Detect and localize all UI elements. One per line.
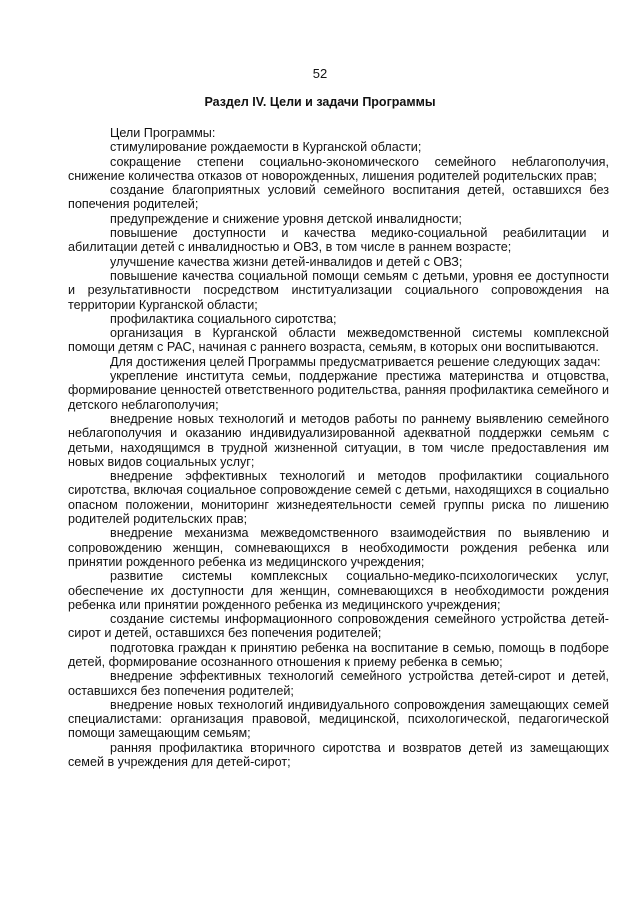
paragraph-task: внедрение новых технологий и методов работы по раннему выявлению семейного неблагополучия и оказанию индивидуализированной адекватной поддержки семьям с детьми, находящимся в трудной жизненной ситуации, в том числе предоставления им новых видов социальных услуг; [68, 411, 609, 469]
paragraph-goal: создание благоприятных условий семейного воспитания детей, оставшихся без попечения родителей; [68, 183, 609, 212]
paragraph-goal: повышение доступности и качества медико-социальной реабилитации и абилитации детей с инвалидностью и ОВЗ, в том числе в раннем возрасте; [68, 226, 609, 255]
paragraph-goal: предупреждение и снижение уровня детской инвалидности; [110, 211, 462, 226]
paragraph-goal: стимулирование рождаемости в Курганской области; [110, 140, 422, 155]
paragraph-task: подготовка граждан к принятию ребенка на воспитание в семью, помощь в подборе детей, формирование осознанного отношения к приему ребенка в семью; [68, 640, 609, 669]
body-text [68, 126, 609, 769]
paragraph-goal: организация в Курганской области межведомственной системы комплексной помощи детям с РАС, начиная с раннего возраста, семьям, в которых они воспитываются. [68, 326, 609, 355]
paragraph-task: укрепление института семьи, поддержание престижа материнства и отцовства, формирование ценностей ответственного родительства, ранняя профилактика семейного и детского неблагополучия; [68, 369, 609, 412]
paragraph-task: внедрение эффективных технологий семейного устройства детей-сирот и детей, оставшихся без попечения родителей; [68, 669, 609, 698]
page-number: 52 [312, 66, 328, 81]
paragraph-task: ранняя профилактика вторичного сиротства и возвратов детей из замещающих семей в учреждения для детей-сирот; [68, 740, 609, 770]
paragraph-tasks-intro: Для достижения целей Программы предусматривается решение следующих задач: [110, 354, 601, 369]
paragraph-goal: профилактика социального сиротства; [110, 311, 337, 326]
paragraph-goals-heading: Цели Программы: [110, 126, 216, 140]
paragraph-goal: повышение качества социальной помощи семьям с детьми, уровня ее доступности и результативности посредством институализации социального сопровождения на территории Курганской области; [68, 268, 609, 312]
paragraph-task: внедрение новых технологий индивидуального сопровождения замещающих семей специалистами: организация правовой, медицинской, психологической, педагогической помощи замещающим семьям; [68, 697, 609, 741]
paragraph-task: развитие системы комплексных социально-медико-психологических услуг, обеспечение их доступности для женщин, сомневающихся в необходимости рождения ребенка или принятии рожденного ребенка из медицинского учреждения; [68, 569, 609, 612]
paragraph-task: создание системы информационного сопровождения семейного устройства детей-сирот и детей, оставшихся без попечения родителей; [68, 612, 609, 641]
paragraph-goal: сокращение степени социально-экономического семейного неблагополучия, снижение количества отказов от новорожденных, лишения родителей родительских прав; [68, 154, 609, 183]
paragraph-task: внедрение эффективных технологий и методов профилактики социального сиротства, включая социальное сопровождение семей с детьми, находящихся в социально опасном положении, мониторинг жизнедеятельности семей группы риска по лишению родителей родительских прав; [68, 469, 609, 527]
paragraph-goal: улучшение качества жизни детей-инвалидов и детей с ОВЗ; [110, 254, 463, 269]
section-title: Раздел IV. Цели и задачи Программы [204, 95, 436, 109]
paragraph-task: внедрение механизма межведомственного взаимодействия по выявлению и сопровождению женщин, сомневающихся в необходимости рождения ребенка или принятии рожденного ребенка из медицинского учреждения; [68, 526, 609, 569]
